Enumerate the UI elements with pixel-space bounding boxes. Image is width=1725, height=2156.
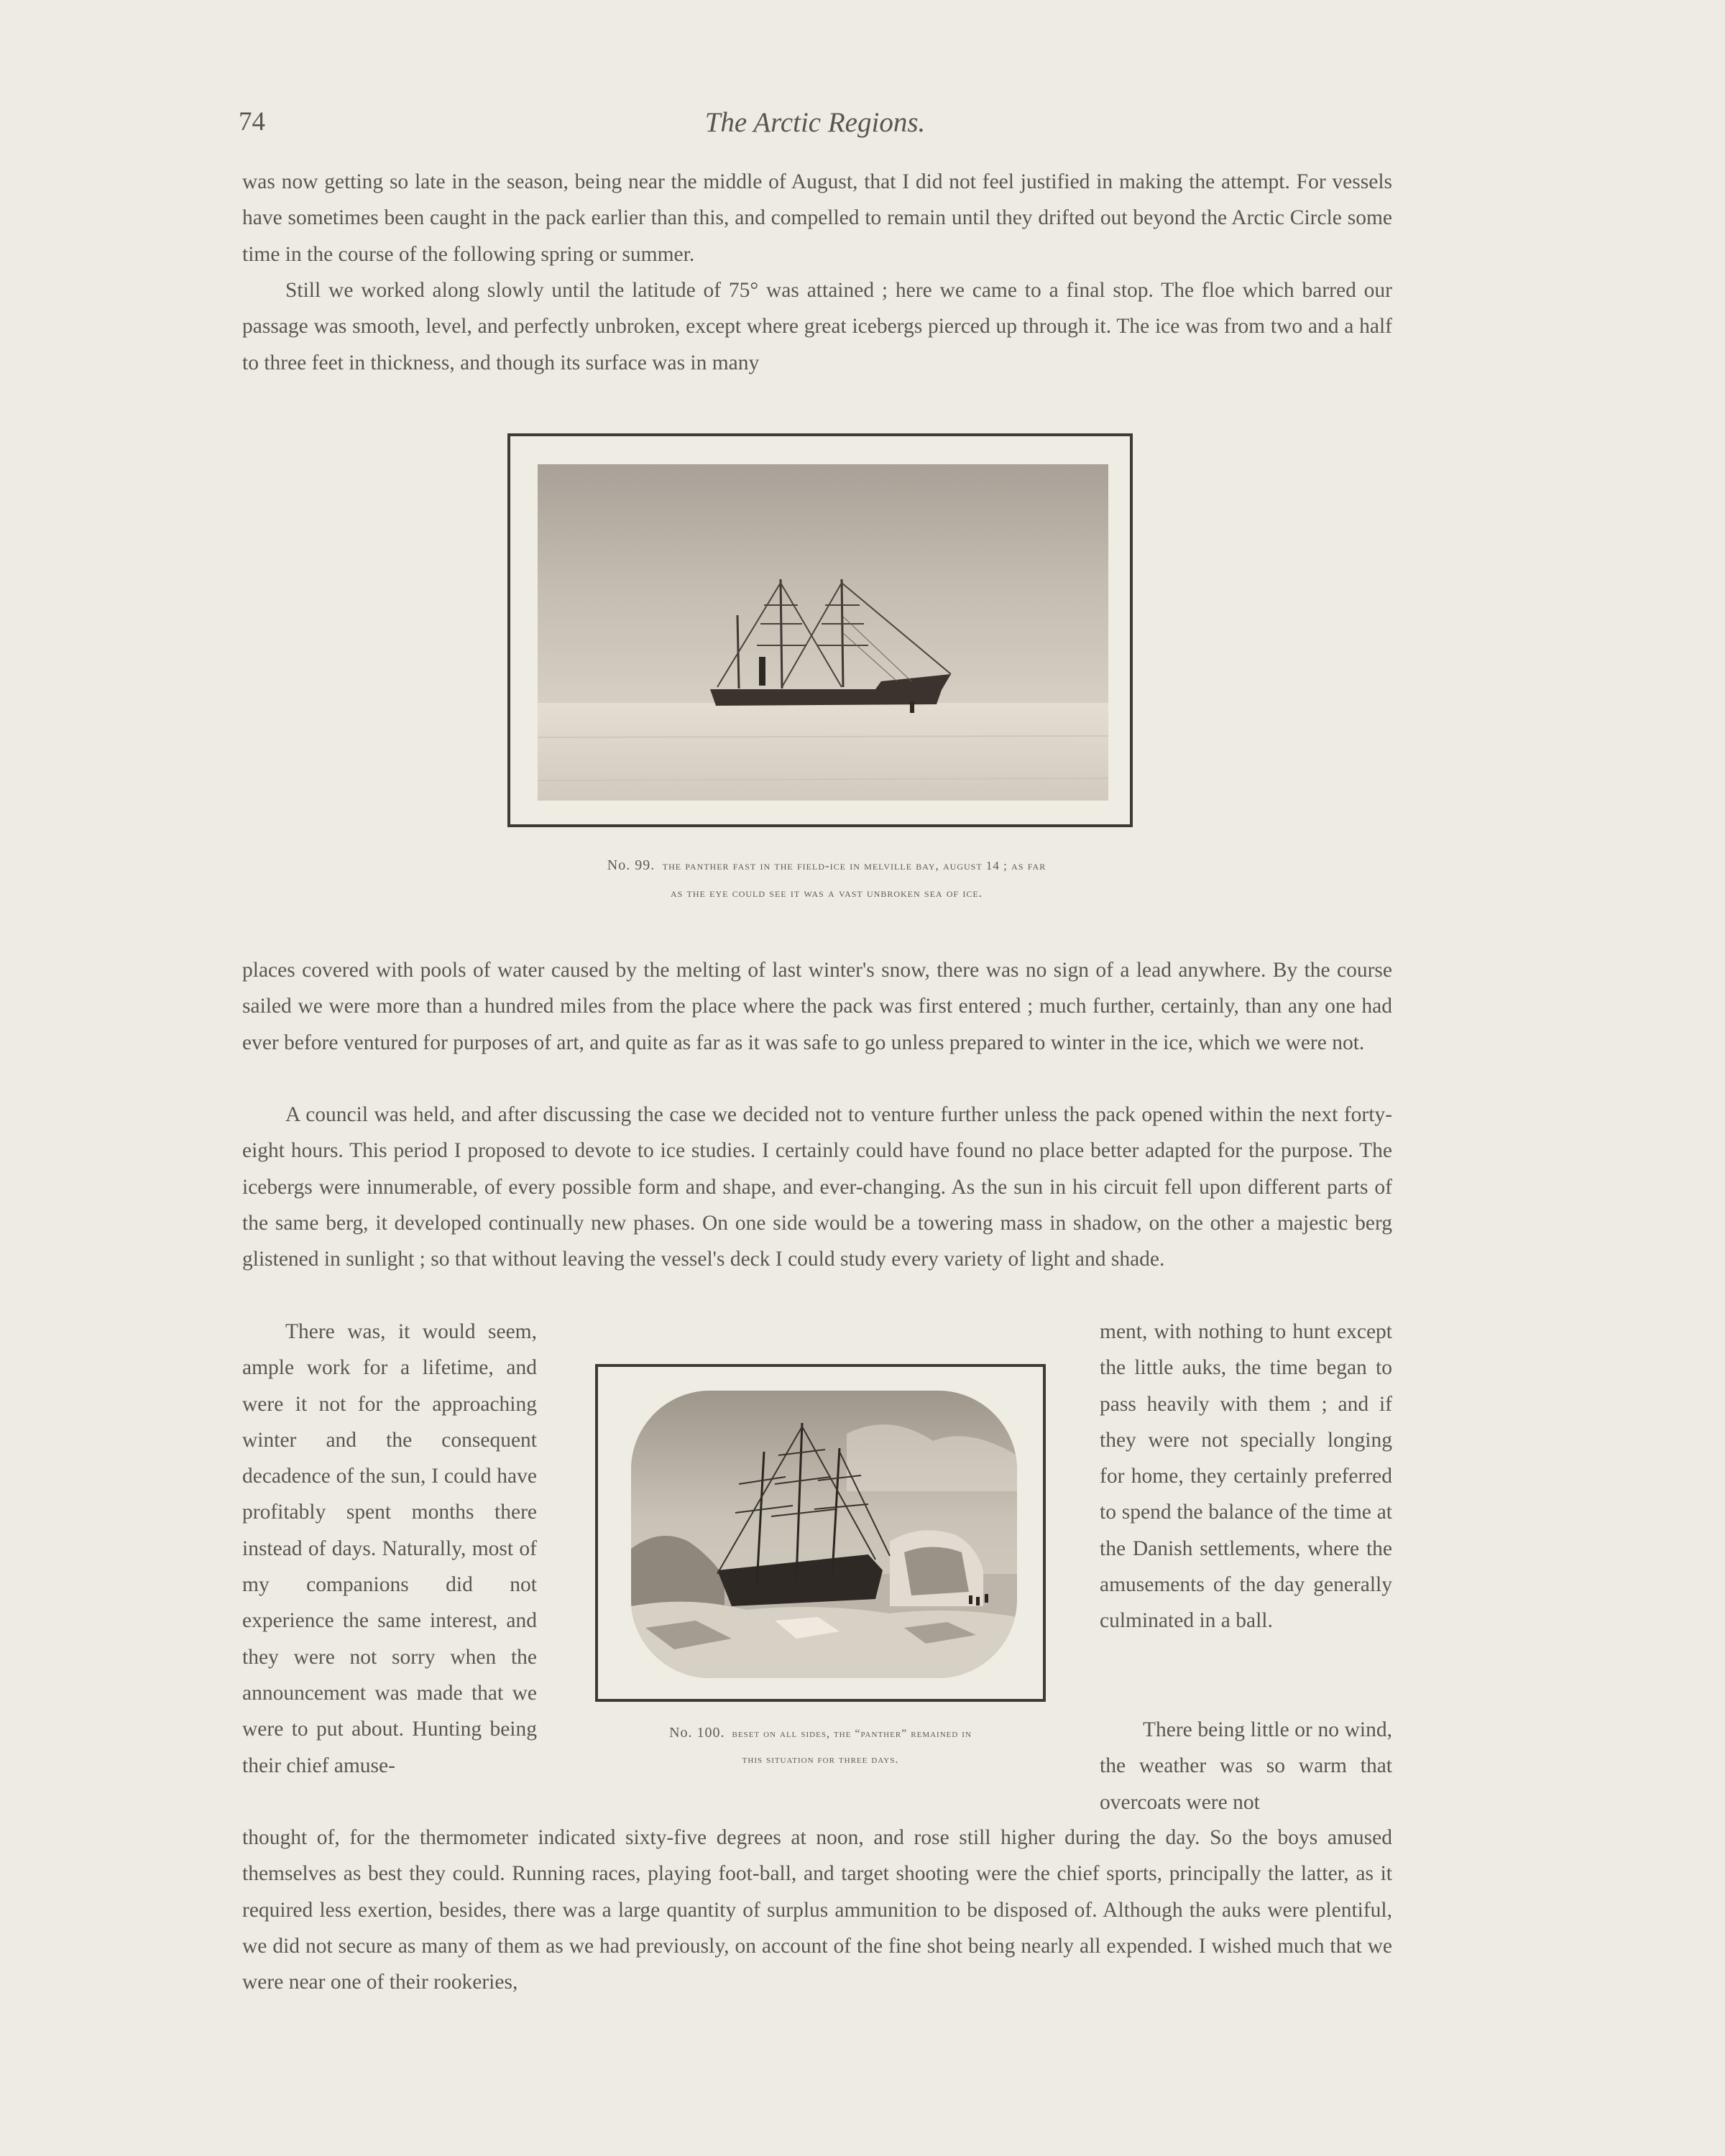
page-header [239, 106, 1392, 149]
paragraph-6-bottom: thought of, for the thermometer indicated sixty-five degrees at noon, and rose still higher during the day. So the boys amused themselves as best they could. Running races, playing foot-ball, and target shooting were the chief sports, principally the latter, as it required less exertion, besides, there was a large quantity of surplus ammunition to be disposed of. Although the auks were plentiful, we did not secure as many of them as we had previously, on account of the fine shot being nearly all expended. I wished much that we were near one of their rookeries, [242, 1826, 1392, 1994]
figure-100-caption-line1: beset on all sides, the “panther” remained in [732, 1728, 972, 1740]
figure-100-number: No. 100. [669, 1725, 725, 1741]
paragraph-1: was now getting so late in the season, being near the middle of August, that I did not feel justified in making the attempt. For vessels have sometimes been caught in the pack earlier than this, and compelled to remain until they drifted out beyond the Arctic Circle some time in the course of the following spring or summer. [242, 170, 1392, 266]
page-number: 74 [239, 107, 265, 137]
figure-100-caption-line2: this situation for three days. [742, 1754, 899, 1766]
figure-99-caption-line2: as the eye could see it was a vast unbroken sea of ice. [670, 886, 983, 900]
figure-99-photo [538, 464, 1108, 801]
paragraph-2: Still we worked along slowly until the latitude of 75° was attained ; here we came to a final stop. The floe which barred our passage was smooth, level, and perfectly unbroken, except where great icebergs pierced up through it. The ice was from two and a half to three feet in thickness, and though its surface was in many [242, 279, 1392, 374]
figure-99-caption-line1: the panther fast in the field-ice in melville bay, august 14 ; as far [662, 859, 1046, 872]
beset-ship-image [631, 1391, 1017, 1678]
ship-in-field-ice-image [538, 464, 1108, 801]
figure-100-photo [631, 1391, 1017, 1678]
paragraph-5-left-column: There was, it would seem, ample work for a lifetime, and were it not for the approaching winter and the consequent decadence of the sun, I could have profitably spent months there instead of days. Naturally, most of my companions did not experience the same interest, and they were not sorry when the announcement was made that we were to put about. Hunting being their chief amuse- [242, 1320, 537, 1777]
running-title: The Arctic Regions. [704, 107, 926, 138]
paragraph-3: places covered with pools of water caused by the melting of last winter's snow, there was no sign of a lead anywhere. By the course sailed we were more than a hundred miles from the place where the pack was first entered ; much further, certainly, than any one had ever before ventured for purposes of art, and quite as far as it was safe to go unless prepared to winter in the ice, which we were not. [242, 959, 1392, 1054]
figure-99-caption [431, 852, 1222, 907]
paragraph-4: A council was held, and after discussing the case we decided not to venture further unless the pack opened within the next forty-eight hours. This period I proposed to devote to ice studies. I certainly could have found no place better adapted for the purpose. The icebergs were innumerable, of every possible form and shape, and ever-changing. As the sun in his circuit fell upon different parts of the same berg, it developed continually new phases. On one side would be a towering mass in shadow, on the other a majestic berg glistened in sunlight ; so that without leaving the vessel's deck I could study every variety of light and shade. [242, 1103, 1392, 1271]
figure-100-caption [568, 1720, 1073, 1773]
paragraph-6-right-column: There being little or no wind, the weather was so warm that overcoats were not [1100, 1718, 1392, 1814]
paragraph-5-right-column: ment, with nothing to hunt except the little auks, the time began to pass heavily with them ; and if they were not specially longing for home, they certainly preferred to spend the balance of the time at the Danish settlements, where the amusements of the day generally culminated in a ball. [1100, 1320, 1392, 1633]
figure-99-number: No. 99. [607, 857, 656, 873]
